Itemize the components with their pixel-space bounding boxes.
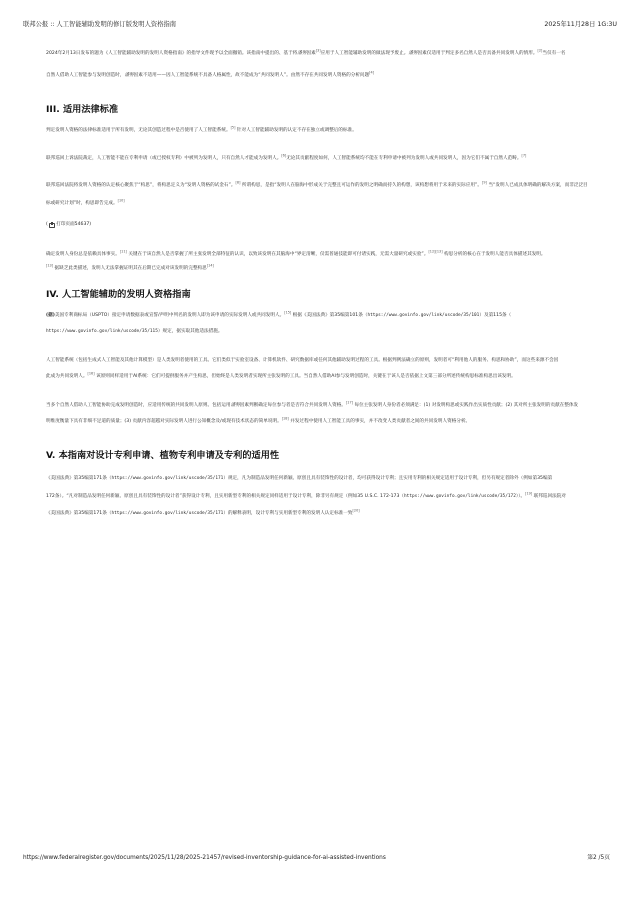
- paragraph: [46, 152, 609, 166]
- footnote-ref[interactable]: [4]: [369, 69, 375, 74]
- footnote-ref[interactable]: [16]: [87, 370, 95, 375]
- header-title: 联邦公报 :: 人工智能辅助发明的修订版发明人资格指南: [23, 21, 177, 28]
- paragraph-text: 确定发明人身份总是依赖具体事实。: [46, 252, 120, 257]
- paragraph: [46, 248, 609, 275]
- intro-pannu: 潘努: [408, 51, 418, 56]
- footnote-ref[interactable]: [7]: [521, 152, 527, 157]
- paragraph-pannu: 潘努: [230, 403, 240, 408]
- paragraph: [46, 179, 609, 210]
- uscode-link[interactable]: https://www.govinfo.gov/link/uscode/35/115: [46, 328, 158, 334]
- paragraph-text: 《美国法典》第35编第171条（: [46, 476, 112, 481]
- paragraph: [46, 399, 609, 428]
- footnote-ref[interactable]: [20]: [352, 508, 360, 513]
- footnote-ref[interactable]: [13]: [435, 249, 443, 254]
- paragraph-text: 联邦巡回法院对: [533, 493, 566, 499]
- paragraph: [46, 354, 609, 383]
- footnote-ref[interactable]: [13]: [46, 262, 54, 267]
- uscode-link[interactable]: https://www.govinfo.gov/link/uscode/35/101: [367, 313, 480, 318]
- paragraph-text: 判定发明人资格的法律标准适用于所有发明，无论其创造过程中是否使用了人工智能系统。: [46, 128, 231, 133]
- section-heading: V. 本指南对设计专利申请、植物专利申请及专利的适用性: [46, 450, 280, 461]
- uscode-link[interactable]: https://www.govinfo.gov/link/uscode/35/171: [111, 476, 224, 481]
- intro-text: 因素不适用——因人工智能系统不具备人格属性，故不能成为“共同发明人”。由然不存在共同发明人资格的分析问题: [133, 72, 370, 78]
- footnote-ref[interactable]: [11]: [119, 249, 127, 254]
- paragraph-text: 美国专利商标局（USPTO）接定申请数据表或宣誓/声明中列名的发明人即为该申请的实际发明人或共同发明人。: [54, 313, 285, 318]
- uscode-link[interactable]: https://www.govinfo.gov/link/uscode/35/172: [404, 493, 516, 499]
- footnote-ref[interactable]: [12]: [428, 249, 436, 254]
- paragraph-text: 联邦巡回法院将发明人资格的认定核心聚焦于“构思”，将构思定义为“发明人资格的试金石”。: [46, 183, 236, 188]
- printer-icon[interactable]: [49, 223, 55, 228]
- paragraph: [46, 124, 609, 138]
- section-heading: III. 适用法律标准: [46, 104, 119, 115]
- footnote-ref[interactable]: [2]: [537, 48, 543, 53]
- footnote-ref[interactable]: [17]: [345, 400, 353, 405]
- intro-text: 应用于人工智能辅助发明的做法现予废止。: [320, 51, 409, 56]
- paragraph-text: 根据《美国法典》第35编第101条（: [292, 313, 368, 318]
- paragraph-text: ）的解释表明，设计专利与实用新型专利的发明人认定标准一致: [223, 511, 353, 516]
- page-footer: [23, 853, 610, 863]
- paragraph-text: 《美国法典》第35编第171条（: [46, 511, 112, 516]
- footnote-ref[interactable]: [10]: [117, 197, 125, 202]
- paragraph-text: 针对人工智能辅助发明的认定不存在独立或调整后的标准。: [236, 128, 357, 133]
- footnote-ref[interactable]: [5]: [230, 125, 236, 130]
- section-heading: IV. 人工智能辅助的发明人资格指南: [46, 289, 191, 300]
- print-page-marker: ( 打印页面54637): [46, 220, 609, 230]
- paragraph-text: 当多个自然人借助人工智能协助完成发明创造时，应适用传统的共同发明人原则。包括运用: [46, 403, 231, 408]
- page-number: 第2 /5页: [587, 855, 610, 861]
- footnote-ref[interactable]: [9]: [482, 180, 487, 185]
- intro-text: 因素仅适用于判定多名自然人是否具备共同发明人的情形。: [417, 51, 538, 56]
- footnote-ref[interactable]: [3]: [315, 48, 321, 53]
- page-header: [23, 20, 617, 30]
- footnote-ref[interactable]: [14]: [206, 262, 214, 267]
- footnote-ref[interactable]: [18]: [281, 415, 289, 420]
- footnote-ref[interactable]: [15]: [284, 310, 292, 315]
- paragraph-text: 每位主张发明人身份者必须满足：(1) 对发明构思或实践作出实质性贡献；(2) 其对所主张发明的贡献在整体发: [354, 403, 579, 408]
- paragraph-text: ）及第115条（: [479, 313, 512, 318]
- paragraph-text: 关键在于该自然人是否掌握了所主张发明全部特征的认识，以致该发明在其脑海中“界定清晰，仅需普通技能即可付诸实践，无需大量研究或实验”。: [128, 252, 429, 257]
- uscode-link[interactable]: https://www.govinfo.gov/link/uscode/35/171: [111, 511, 224, 516]
- paragraph-text: 联邦巡回上诉法院裁定，人工智能不能在专利申请（或已授权专利）中被列为发明人，只有自然人才能成为发明人。: [46, 155, 282, 161]
- footer-url[interactable]: https://www.federalregister.gov/documents/2025/11/28/2025-21457/revised-inventorship-guidance-for-ai-assisted-inventions: [23, 855, 386, 861]
- intro-text: 当仅有一名: [542, 51, 566, 56]
- paragraph-text: ））。: [515, 493, 526, 499]
- paragraph-text: 当“发明人已成具体明确的解决方案，而非泛泛目: [488, 183, 588, 188]
- intro-text: 因素: [306, 51, 316, 56]
- intro-paragraph: [46, 47, 609, 82]
- intro-pannu: 潘努: [124, 72, 134, 78]
- intro-pannu: 潘努: [297, 51, 307, 56]
- paragraph-text: ）规定，凡为制造品发明任何新颖、原创且具有装饰性的设计者，均可获得设计专利；且实用专利的相关规定适用于设计专利，但另有规定者除外（例如第35编第: [223, 476, 553, 481]
- header-datetime: 2025年11月28日 1G:3U: [544, 21, 617, 28]
- footnote-ref[interactable]: [6]: [281, 152, 287, 157]
- paragraph-text: 标或研究计划”时，构思即告完成。: [46, 200, 118, 206]
- paragraph-text: 172条）。“凡对制造品发明任何新颖、原创且具有装饰性的设计者”获得设计专利，且实用新型专利的相关规定同样适用于设计专利，除非另有规定（例如35 U.S.C. 172-173（: [46, 493, 405, 499]
- paragraph-text: 因素判断确定每位参与者是否符合共同发明人资格。: [239, 403, 346, 408]
- paragraph-text: 所谓构思，是指“发明人在脑海中形成关于完整且可运作的发明之明确而持久的构想，该构想将用于未来的实际应用”。: [241, 183, 483, 188]
- paragraph-text: 据缺乏此类描述，发明人无法掌握证明其在后期已完成对该发明的完整构思: [54, 265, 207, 271]
- paragraph-text: ）规定，据实取其他适法措施。: [157, 328, 223, 334]
- footnote-ref[interactable]: [8]: [235, 180, 241, 185]
- document-body: [46, 48, 609, 521]
- paragraph-text: 无论其贡献程度如何，人工智能系统均不能在专利申请中被列为发明人或共同发明人，因为它们不属于自然人范畴。: [286, 155, 522, 161]
- paragraph-text: 并发过程中使用人工智能工具的事实，并不改变人类贡献者之间的共同发明人资格分析。: [290, 418, 471, 424]
- paragraph-text: 构思分析的核心在于发明人能否具体描述其发明。: [444, 252, 546, 257]
- paragraph-text: 人工智能系统（包括生成式人工智能及其他计算模型）是人类发明者使用的工具。它们类似于实验室设备、计算机软件、研究数据库或任何其他辅助发明过程的工具。根据判例法确立的原则，发明者可“利用他人的服务、构思和协助”，而这些来源不会因: [46, 358, 559, 363]
- footnote-ref[interactable]: [19]: [525, 490, 533, 495]
- paragraph-text: 此成为共同发明人。: [46, 373, 88, 379]
- intro-text: 自然人借助人工智能参与发明创造时，: [46, 72, 125, 78]
- paragraph: [46, 472, 609, 521]
- paragraph-text: 明维度衡量下具有非细不足道的质量；(3) 贡献内容超越对实际发明人进行公知概念及/或现有技术状态的简单说明。: [46, 418, 282, 424]
- print-page-label: 打印页面54637): [56, 222, 92, 227]
- paragraph-text: (据): [46, 313, 55, 318]
- intro-text: 2024年2月13日发布的题为《人工智能辅助发明的发明人资格指南》的指导文件现予以全面撤销。该指南中提出的、基于将: [46, 51, 298, 56]
- paragraph: [46, 309, 609, 338]
- paragraph-text: 该原则同样适用于AI系统：它们可提供服务并产生构思，但始终是人类发明者实现所主张发明的工具。当自然人借助AI参与发明创造时，关键在于该人是否依据上文第三部分所述传统构思标准构思出该发明。: [96, 373, 516, 379]
